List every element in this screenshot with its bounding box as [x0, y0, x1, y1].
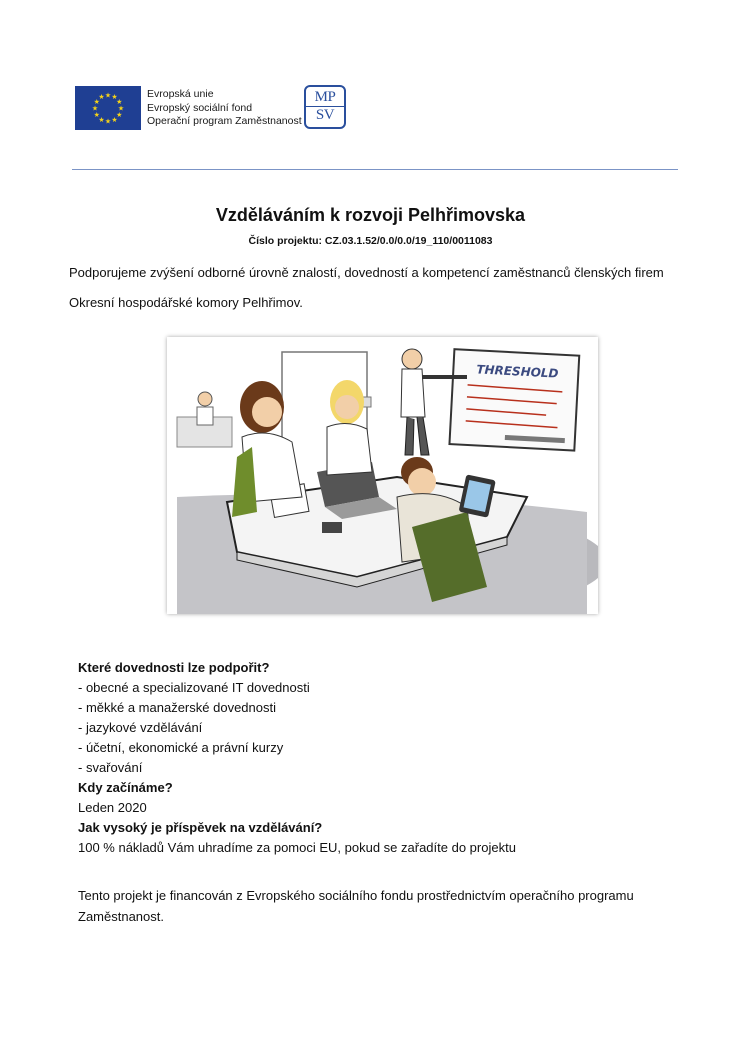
eu-star-icon: ★ [93, 99, 100, 106]
contribution-answer: 100 % nákladů Vám uhradíme za pomoci EU, pokud se zařadíte do projektu [78, 840, 516, 855]
eu-star-icon: ★ [98, 116, 105, 124]
eu-line-3: Operační program Zaměstnanost [147, 115, 302, 127]
eu-star-icon: ★ [111, 116, 118, 124]
start-answer: Leden 2020 [78, 800, 147, 815]
skills-item: - jazykové vzdělávání [78, 720, 203, 735]
funding-note: Tento projekt je financován z Evropského sociálního fondu prostřednictvím operačního programu Zaměstnanost. [78, 888, 634, 924]
page-title: Vzděláváním k rozvoji Pelhřimovska [215, 205, 526, 225]
eu-line-1: Evropská unie [147, 88, 214, 100]
meeting-scene-image [167, 337, 598, 614]
skills-item: - svařování [78, 760, 143, 775]
header-divider [72, 169, 678, 170]
eu-star-icon: ★ [116, 112, 123, 119]
eu-star-icon: ★ [91, 105, 99, 113]
eu-star-icon: ★ [117, 105, 125, 113]
eu-star-icon: ★ [98, 94, 105, 102]
skills-item: - účetní, ekonomické a právní kurzy [78, 740, 284, 755]
skills-item: - obecné a specializované IT dovednosti [78, 680, 310, 695]
eu-star-icon: ★ [116, 99, 123, 106]
info-section [78, 658, 698, 858]
skills-question: Které dovednosti lze podpořit? [78, 660, 270, 675]
meeting-illustration [167, 337, 598, 614]
eu-star-icon: ★ [104, 118, 112, 126]
eu-star-icon: ★ [93, 112, 100, 119]
mpsv-logo-bottom: SV [306, 106, 344, 124]
eu-stars-icon [75, 86, 141, 130]
start-question: Kdy začínáme? [78, 780, 173, 795]
mpsv-logo-top: MP [314, 89, 336, 105]
mpsv-logo [304, 85, 346, 129]
eu-flag-logo [75, 86, 141, 130]
eu-star-icon: ★ [111, 94, 118, 102]
contribution-question: Jak vysoký je příspěvek na vzdělávání? [78, 820, 323, 835]
skills-item: - měkké a manažerské dovednosti [78, 700, 276, 715]
eu-program-text [147, 88, 302, 129]
eu-star-icon: ★ [104, 92, 112, 100]
project-number: Číslo projektu: CZ.03.1.52/0.0/0.0/19_110/0011083 [248, 235, 493, 247]
eu-line-2: Evropský sociální fond [147, 101, 253, 114]
board-text: THRESHOLD [476, 362, 559, 381]
intro-paragraph: Podporujeme zvýšení odborné úrovně znalostí, dovedností a kompetencí zaměstnanců členských firem Okresní hospodářské komory Pelhřimov. [69, 265, 664, 310]
